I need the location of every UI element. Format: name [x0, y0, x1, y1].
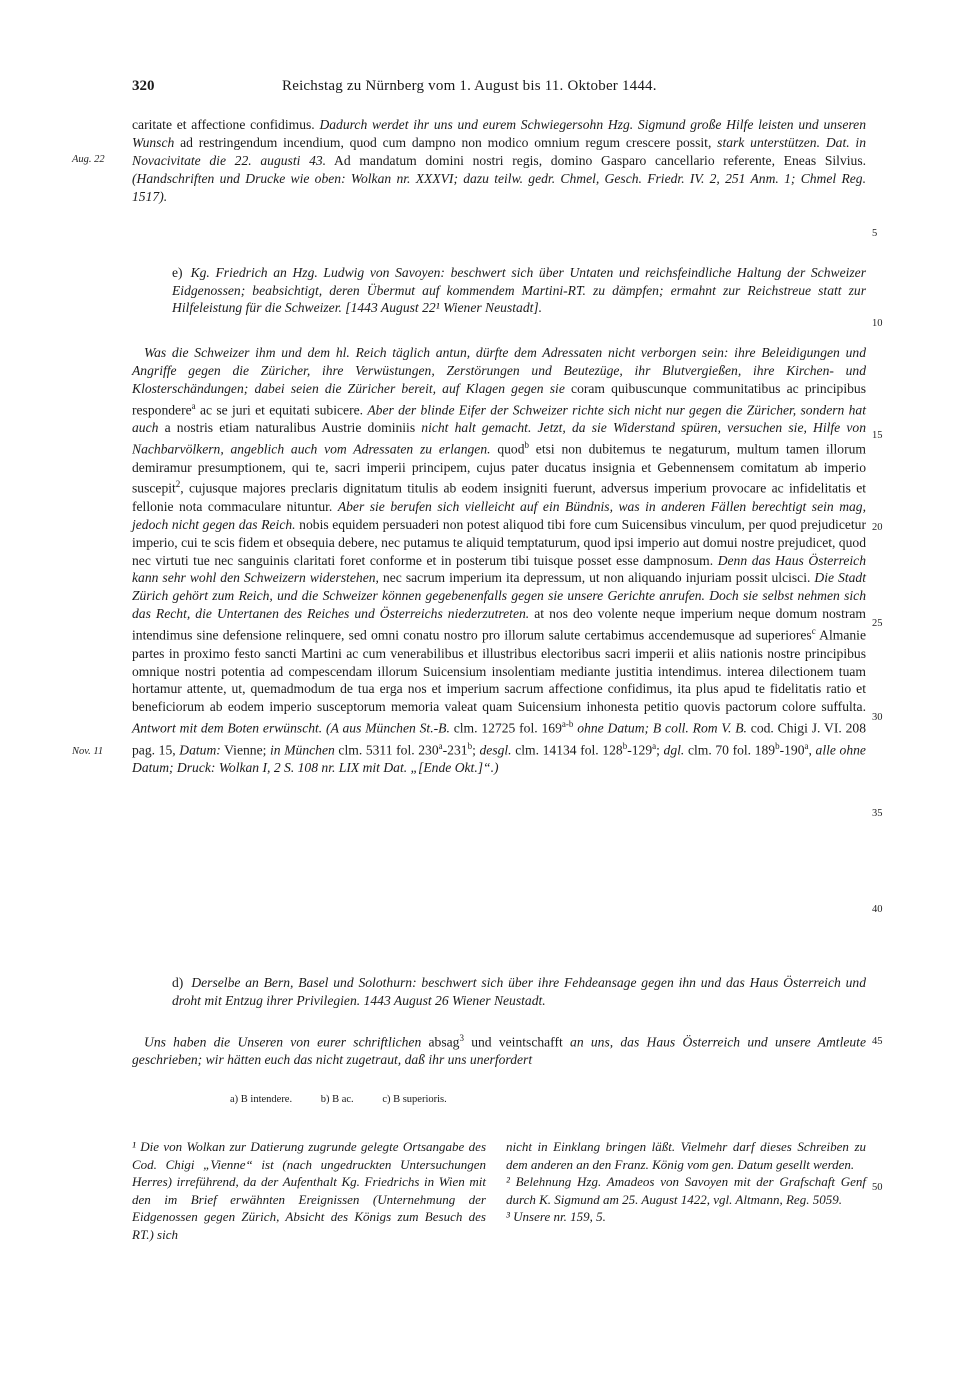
line-number-35: 35: [872, 808, 883, 819]
main-text-run: -231: [442, 742, 468, 758]
d-text-run: 3: [459, 1033, 464, 1043]
line-number-5: 5: [872, 228, 878, 239]
main-text-run: Aber der blinde Eifer der Schweizer richte sich nicht nur gegen die Züricher, sondern hat auch: [132, 402, 866, 436]
d-text-run: absag: [421, 1034, 460, 1050]
main-text-run: 2: [175, 479, 181, 490]
main-text-run: Almanie partes in proximo festo sancti Martini ac cum venerabilibus et illustribus electoribus sacri imperii et aliis nationis nostre principibus omnique nostri potentia ad compescendam illorum Suicensium insolentiam mediante justitia intendimus. interea dilectionem tuam hortamur attente, ut, quemadmodum de tua erga nos et imperium sacrum affectione confidimus, ita plus apud te fidelitatis ratio et beneficiorum ab eodem imperio susceptorum memoria valeat quam Suicensium inhonesta petitio quovis pactorum colore suffulta.: [132, 627, 866, 715]
main-text-run: clm. 5311 fol. 230: [334, 742, 439, 758]
main-text-run: c: [811, 626, 816, 637]
main-text-run: quod: [490, 441, 525, 457]
line-number-25: 25: [872, 618, 883, 629]
main-text-run: ac se juri et equitati subicere.: [195, 402, 368, 418]
d-text-run: an uns, das Haus Österreich und unsere Amtleute geschrieben; wir hätten euch das nicht zugetraut, daß ihr uns unerfordert: [132, 1034, 866, 1068]
top-block-run: stark unterstützen.: [717, 134, 821, 150]
top-block-run: Ad mandatum domini nostri regis, domino Gasparo cancellario referente, Eneas Silvius.: [326, 152, 867, 168]
main-text-run: desgl.: [479, 742, 512, 758]
margin-date-nov11: Nov. 11: [72, 746, 104, 757]
main-text-run: a: [652, 740, 657, 751]
line-number-40: 40: [872, 904, 883, 915]
main-text-run: -190: [779, 742, 805, 758]
line-number-30: 30: [872, 712, 883, 723]
main-text-run: clm. 70 fol. 189: [684, 742, 776, 758]
footnotes-right-column: [506, 1138, 866, 1226]
main-text-run: ;: [656, 742, 664, 758]
main-text-run: a: [191, 400, 196, 411]
main-text-body: [132, 344, 866, 777]
section-e-summary: Kg. Friedrich an Hzg. Ludwig von Savoyen: beschwert sich über Untaten und reichsfeindliche Haltung der Schweizer Eidgenossen; beabsichtigt, deren Übermut auf kommendem Martini-RT. zu dämpfen; ermahnt zur Reichstreue statt zur Hilfeleistung für die Schweizer. [1443 August 22¹ Wiener Neustadt].: [172, 264, 866, 316]
main-text-run: a: [438, 740, 443, 751]
section-d-label: d): [172, 974, 184, 990]
main-text-run: b: [775, 740, 780, 751]
footnote-2: ² Belehnung Hzg. Amadeos von Savoyen mit der Grafschaft Genf durch K. Sigmund am 25. August 1422, vgl. Altmann, Reg. 5059.: [506, 1174, 866, 1207]
main-text-run: ,: [808, 742, 816, 758]
main-text-run: ;: [472, 742, 480, 758]
footnote-1-cont: nicht in Einklang bringen läßt. Vielmehr darf dieses Schreiben zu dem anderen an den Franz. König vom gen. Datum gesellt werden.: [506, 1139, 866, 1172]
section-d-body: [132, 1030, 866, 1069]
top-block-run: caritate et affectione confidimus.: [132, 117, 320, 132]
main-text-run: nobis equidem persuaderi non potest aliquod tibi fore cum Suicensibus vinculum, per quod prejudicetur imperio, cui te scis fidem et obsequia debere, nec putamus te aliquid temptaturum, quod ipsi imperio aut domui nostre prejudicet, quod nec virtuti tue nec sanguinis claritati foret conforme et in posterum tibi tuisque posset esse dampnosum.: [132, 516, 866, 568]
main-text-run: b: [622, 740, 628, 751]
main-text-run: Datum:: [179, 742, 221, 758]
main-text-run: -129: [627, 742, 653, 758]
main-text-run: clm. 14134 fol. 128: [511, 742, 623, 758]
variant-notes: [230, 1094, 473, 1105]
main-text-run: coram quibuscunque communitatibus ac principibus respondere: [132, 380, 866, 418]
top-paragraph: [132, 116, 866, 206]
footnote-3: ³ Unsere nr. 159, 5.: [506, 1209, 606, 1225]
section-d-heading: [172, 960, 866, 1023]
d-text-run: Uns haben die Unseren von eurer schriftlichen: [144, 1034, 422, 1050]
main-text-run: b: [467, 740, 473, 751]
variant-note-b: b) B ac.: [320, 1094, 354, 1105]
main-text-run: b: [524, 440, 530, 451]
main-text-run: , cujusque majores preclaris dignitatum titulis ab eodem insigniti fuerunt, adversus imperium provocare ac infidelitatis et fellonie nota commaculare nituntur.: [132, 480, 866, 514]
line-number-20: 20: [872, 522, 883, 533]
section-d-summary: Derselbe an Bern, Basel und Solothurn: beschwert sich über ihre Fehdeansage gegen ihn und das Haus Österreich und droht mit Entzug ihrer Privilegien. 1443 August 26 Wiener Neustadt.: [172, 974, 866, 1008]
main-text-run: a nostris etiam naturalibus Austrie dominiis: [158, 420, 422, 436]
top-block-run: Dat. in Novacivitate die 22. augusti 43.: [132, 134, 866, 168]
section-e-heading: [172, 250, 866, 331]
line-number-45: 45: [872, 1036, 883, 1047]
main-text-run: Antwort mit dem Boten erwünscht. (A aus München St.-B.: [132, 720, 450, 736]
main-text-run: alle ohne Datum; Druck: Wolkan I, 2 S. 108 nr. LIX mit Dat. „[Ende Okt.]“.): [132, 742, 866, 776]
main-text-run: etsi non dubitemus te negaturum, multum tamen illorum demiramur presumptionem, qui te, sacri imperii principem, cujus pater ducatus insignia et Gebennensem comitatum ab imperio suscepit: [132, 441, 867, 496]
main-text-run: nicht halt gemacht. Jetzt, da sie Widerstand spüren, versuchen sie, Hilfe von Nachbarvölkern, angeblich auch vom Adressaten zu erlangen.: [132, 420, 866, 457]
variant-note-a: a) B intendere.: [230, 1094, 293, 1105]
top-block-run: ad restringendum incendium, quod cum dampno non modico omnium regum crescere possit,: [174, 134, 718, 150]
top-block-run: (Handschriften und Drucke wie oben: Wolkan nr. XXXVI; dazu teilw. gedr. Chmel, Gesch. Friedr. IV. 2, 251 Anm. 1; Chmel Reg. 1517).: [132, 170, 866, 204]
section-d-text: [132, 1030, 866, 1069]
main-text-run: at nos deo volente neque imperium neque domum nostram intendimus sine defensione relinquere, sed omni conatu nostro pro illorum salute certabimus accendemusque ad superiores: [132, 606, 866, 643]
main-text-run: Vienne;: [220, 742, 271, 758]
main-text-run: Aber sie berufen sich vielleicht auf ein Bündnis, was in anderen Fällen berechtigt sein mag, jedoch nicht gegen das Reich.: [132, 498, 867, 532]
main-text-run: a-b: [561, 719, 574, 730]
main-text-run: cod. Chigi J. VI. 208 pag. 15,: [132, 720, 866, 758]
main-text-run: clm. 12725 fol. 169: [449, 720, 562, 736]
main-text-run: a: [804, 740, 809, 751]
main-text-run: in München: [270, 742, 335, 758]
main-text: [132, 344, 866, 777]
main-text-run: dgl.: [663, 742, 685, 758]
variant-note-c: c) B superioris.: [382, 1094, 447, 1105]
top-block-run: Dadurch werdet ihr uns und eurem Schwiegersohn Hzg. Sigmund große Hilfe leisten und unseren Wunsch: [132, 117, 866, 150]
main-text-run: Die Stadt Zürich gehört zum Reich, und die Schweizer können gegebenenfalls gegen sie unsere Gerichte anrufen. Doch sie selbst nehmen sich das Recht, die Untertanen des Reiches und Österreichs niederzutreten.: [132, 570, 866, 622]
footnote-1: ¹ Die von Wolkan zur Datierung zugrunde gelegte Ortsangabe des Cod. Chigi „Vienne“ ist (nach ungedruckten Untersuchungen Herres) irreführend, da der Aufenthalt Kg. Friedrichs in Wien mit den im Brief erwähnten Ereignissen (Unternehmung der Eidgenossen gegen Zürich, Absicht des Königs zum Besuch des RT.) sich: [132, 1139, 486, 1242]
running-title: Reichstag zu Nürnberg vom 1. August bis 11. Oktober 1444.: [282, 78, 657, 94]
main-text-run: Was die Schweizer ihm und dem hl. Reich täglich antun, dürfte dem Adressaten nicht verborgen sein: ihre Beleidigungen und Angriffe gegen die Züricher, ihre Verwüstungen, Zerstörungen und Beutezüge, ihr Blutvergießen, ihre Kirchen- und Klosterschändungen; dabei seien die Züricher bereit, auf Klagen gegen sie: [132, 345, 866, 396]
margin-date-aug22: Aug. 22: [72, 154, 105, 165]
line-number-10: 10: [872, 318, 883, 329]
main-text-run: ohne Datum; B coll. Rom V. B.: [573, 720, 747, 736]
main-text-run: nec sacrum imperium ita depressum, ut non aliquando injuriam possit ulcisci.: [378, 570, 815, 586]
footnotes-left-column: [132, 1138, 486, 1244]
line-number-15: 15: [872, 430, 883, 441]
section-e-label: e): [172, 264, 183, 280]
line-number-50: 50: [872, 1182, 883, 1193]
top-paragraph-text: [132, 116, 866, 206]
d-text-run: und veintschafft: [463, 1034, 571, 1050]
page-number: 320: [132, 78, 155, 94]
main-text-run: Denn das Haus Österreich kann sehr wohl den Schweizern widerstehen,: [132, 552, 866, 586]
